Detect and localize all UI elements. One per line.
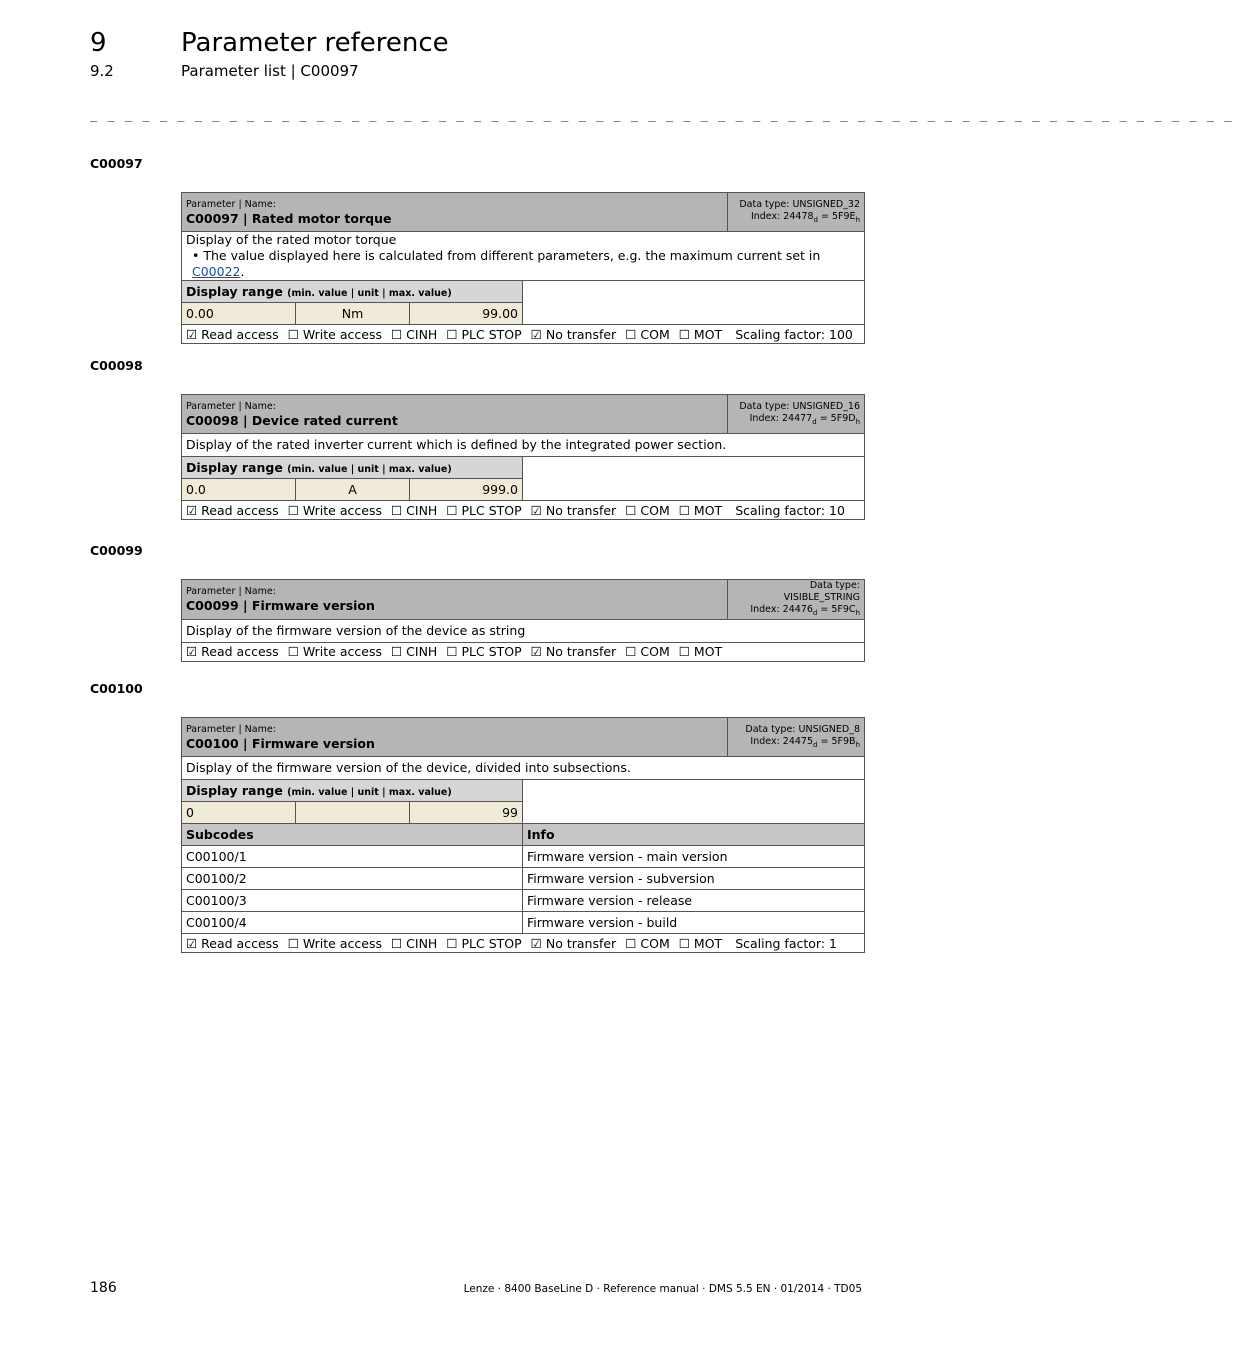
c00022-link[interactable]: C00022 — [192, 264, 241, 279]
c00100-max-value: 99 — [410, 802, 523, 824]
c00097-title: C00097 | Rated motor torque — [186, 210, 392, 226]
c00099-name-cell: Parameter | Name: C00099 | Firmware version — [182, 580, 728, 620]
c00098-heading: C00098 — [90, 358, 143, 373]
c00097-description: Display of the rated motor torque • The value displayed here is calculated from different parameters, e.g. the maximum current set in C00022. — [182, 232, 865, 281]
c00099-datatype-cell: Data type: VISIBLE_STRING Index: $24476_d = 5F9C_h$ — [728, 580, 865, 620]
c00100-name-cell: Parameter | Name: C00100 | Firmware version — [182, 718, 728, 757]
c00097-table — [181, 192, 865, 344]
section-title: Parameter list | C00097 — [181, 62, 359, 80]
info-header: Info — [523, 824, 865, 846]
c00100-flags: ☑ Read access ☐ Write access ☐ CINH ☐ PLC STOP ☑ No transfer ☐ COM ☐ MOT Scaling factor: 1 — [182, 934, 865, 953]
c00099-table — [181, 579, 865, 662]
page-number: 186 — [90, 1280, 117, 1296]
c00100-min-value: 0 — [182, 802, 296, 824]
c00100-range-blank — [523, 780, 865, 824]
chapter-title: Parameter reference — [181, 28, 449, 58]
c00100-unit — [296, 802, 410, 824]
c00097-heading: C00097 — [90, 156, 143, 171]
c00098-unit: A — [296, 479, 410, 501]
table-row — [182, 868, 865, 890]
c00099-title: C00099 | Firmware version — [186, 597, 375, 613]
c00097-min-value: 0.00 — [182, 303, 296, 325]
info-cell: Firmware version - build — [523, 912, 865, 934]
c00098-title: C00098 | Device rated current — [186, 412, 398, 428]
c00098-datatype-cell: Data type: UNSIGNED_16 Index: $24477_d = 5F9D_h$ — [728, 395, 865, 434]
c00097-index: Index: $24478_d = 5F9E_h$ — [750, 210, 860, 224]
c00098-min-value: 0.0 — [182, 479, 296, 501]
table-row — [182, 890, 865, 912]
c00098-max-value: 999.0 — [410, 479, 523, 501]
param-name-label: Parameter | Name: — [186, 198, 276, 210]
subcode-cell: C00100/1 — [182, 846, 523, 868]
info-cell: Firmware version - main version — [523, 846, 865, 868]
c00099-heading: C00099 — [90, 543, 143, 558]
c00098-flags: ☑ Read access ☐ Write access ☐ CINH ☐ PLC STOP ☑ No transfer ☐ COM ☐ MOT Scaling factor: 10 — [182, 501, 865, 520]
c00097-unit: Nm — [296, 303, 410, 325]
c00098-table — [181, 394, 865, 520]
table-row — [182, 846, 865, 868]
c00097-flags: ☑ Read access ☐ Write access ☐ CINH ☐ PLC STOP ☑ No transfer ☐ COM ☐ MOT Scaling factor: 100 — [182, 325, 865, 344]
c00097-name-cell — [182, 193, 728, 232]
subcode-cell: C00100/4 — [182, 912, 523, 934]
c00097-max-value: 99.00 — [410, 303, 523, 325]
subcode-cell: C00100/2 — [182, 868, 523, 890]
c00100-title: C00100 | Firmware version — [186, 735, 375, 751]
info-cell: Firmware version - subversion — [523, 868, 865, 890]
info-cell: Firmware version - release — [523, 890, 865, 912]
c00098-range-header: Display range (min. value | unit | max. value) — [182, 457, 523, 479]
c00098-name-cell: Parameter | Name: C00098 | Device rated current — [182, 395, 728, 434]
footer-text: Lenze · 8400 BaseLine D · Reference manual · DMS 5.5 EN · 01/2014 · TD05 — [463, 1283, 862, 1295]
c00100-heading: C00100 — [90, 681, 143, 696]
section-number: 9.2 — [90, 62, 114, 80]
c00099-flags: ☑ Read access ☐ Write access ☐ CINH ☐ PLC STOP ☑ No transfer ☐ COM ☐ MOT — [182, 642, 865, 661]
c00097-range-header: Display range (min. value | unit | max. value) — [182, 281, 523, 303]
c00097-datatype-cell — [728, 193, 865, 232]
c00097-range-blank — [523, 281, 865, 325]
c00100-datatype-cell: Data type: UNSIGNED_8 Index: $24475_d = 5F9B_h$ — [728, 718, 865, 757]
subcode-cell: C00100/3 — [182, 890, 523, 912]
subcodes-header: Subcodes — [182, 824, 523, 846]
c00100-description: Display of the firmware version of the device, divided into subsections. — [182, 757, 865, 780]
dash-separator: _ _ _ _ _ _ _ _ _ _ _ _ _ _ _ _ _ _ _ _ _ _ _ _ _ _ _ _ _ _ _ _ _ _ _ _ _ _ _ _ _ _ _ _ _ _ _ _ _ _ _ _ _ _ _ _ _ _ _ _ _ _ _ _ _ _ — [90, 108, 1233, 122]
c00097-datatype: Data type: UNSIGNED_32 — [739, 198, 860, 210]
table-row — [182, 912, 865, 934]
c00098-range-blank — [523, 457, 865, 501]
c00100-table — [181, 717, 865, 953]
c00098-description: Display of the rated inverter current which is defined by the integrated power section. — [182, 434, 865, 457]
c00099-description: Display of the firmware version of the device as string — [182, 619, 865, 642]
chapter-number: 9 — [90, 28, 107, 58]
c00100-range-header: Display range (min. value | unit | max. value) — [182, 780, 523, 802]
